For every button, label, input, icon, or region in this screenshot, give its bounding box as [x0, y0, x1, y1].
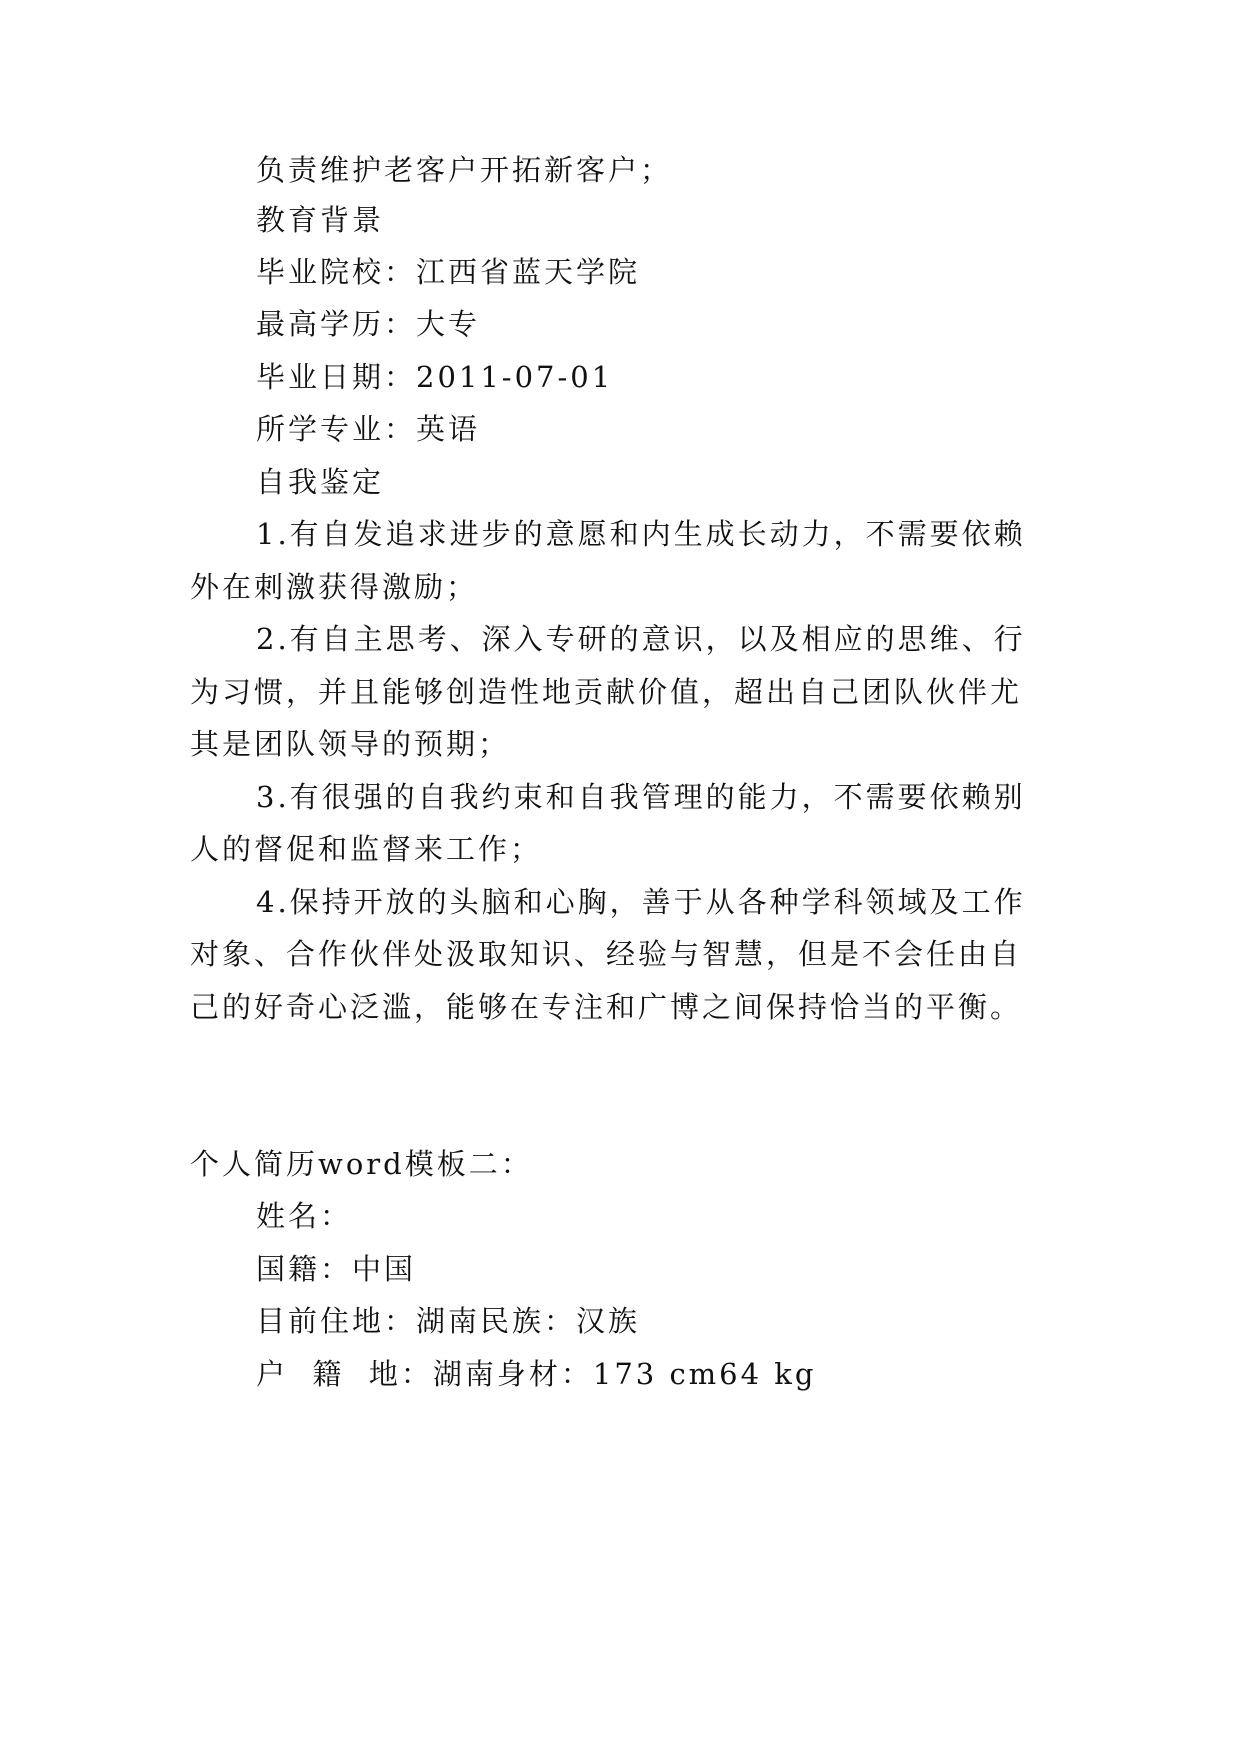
- self-eval-item-2-line-1: 2.有自主思考、深入专研的意识，以及相应的思维、行: [256, 622, 1026, 656]
- self-eval-item-2-line-3: 其是团队领导的预期；: [190, 727, 511, 761]
- self-eval-item-4-line-1: 4.保持开放的头脑和心胸，善于从各种学科领域及工作: [256, 885, 1026, 919]
- template-two-title: 个人简历word模板二：: [190, 1147, 533, 1181]
- hukou-line: 户 籍 地：湖南身材：173 cm64 kg: [256, 1357, 817, 1391]
- self-eval-item-4-line-2: 对象、合作伙伴处汲取知识、经验与智慧，但是不会任由自: [190, 937, 1023, 971]
- school-line: 毕业院校：江西省蓝天学院: [256, 255, 641, 289]
- grad-date-line: 毕业日期：2011-07-01: [256, 360, 614, 394]
- self-eval-item-1-line-2: 外在刺激获得激励；: [190, 570, 479, 604]
- duty-line: 负责维护老客户开拓新客户；: [256, 153, 673, 187]
- education-heading: 教育背景: [256, 203, 385, 237]
- self-eval-item-3-line-2: 人的督促和监督来工作；: [190, 832, 543, 866]
- name-line: 姓名：: [256, 1199, 353, 1233]
- self-eval-heading: 自我鉴定: [256, 465, 385, 499]
- self-eval-item-3-line-1: 3.有很强的自我约束和自我管理的能力，不需要依赖别: [256, 780, 1026, 814]
- residence-line: 目前住地：湖南民族：汉族: [256, 1304, 641, 1338]
- self-eval-item-2-line-2: 为习惯，并且能够创造性地贡献价值，超出自己团队伙伴尤: [190, 675, 1023, 709]
- degree-line: 最高学历：大专: [256, 307, 481, 341]
- self-eval-item-1-line-1: 1.有自发追求进步的意愿和内生成长动力，不需要依赖: [256, 517, 1026, 551]
- nationality-line: 国籍：中国: [256, 1252, 417, 1286]
- self-eval-item-4-line-3: 己的好奇心泛滥，能够在专注和广博之间保持恰当的平衡。: [190, 990, 1023, 1024]
- major-line: 所学专业：英语: [256, 412, 481, 446]
